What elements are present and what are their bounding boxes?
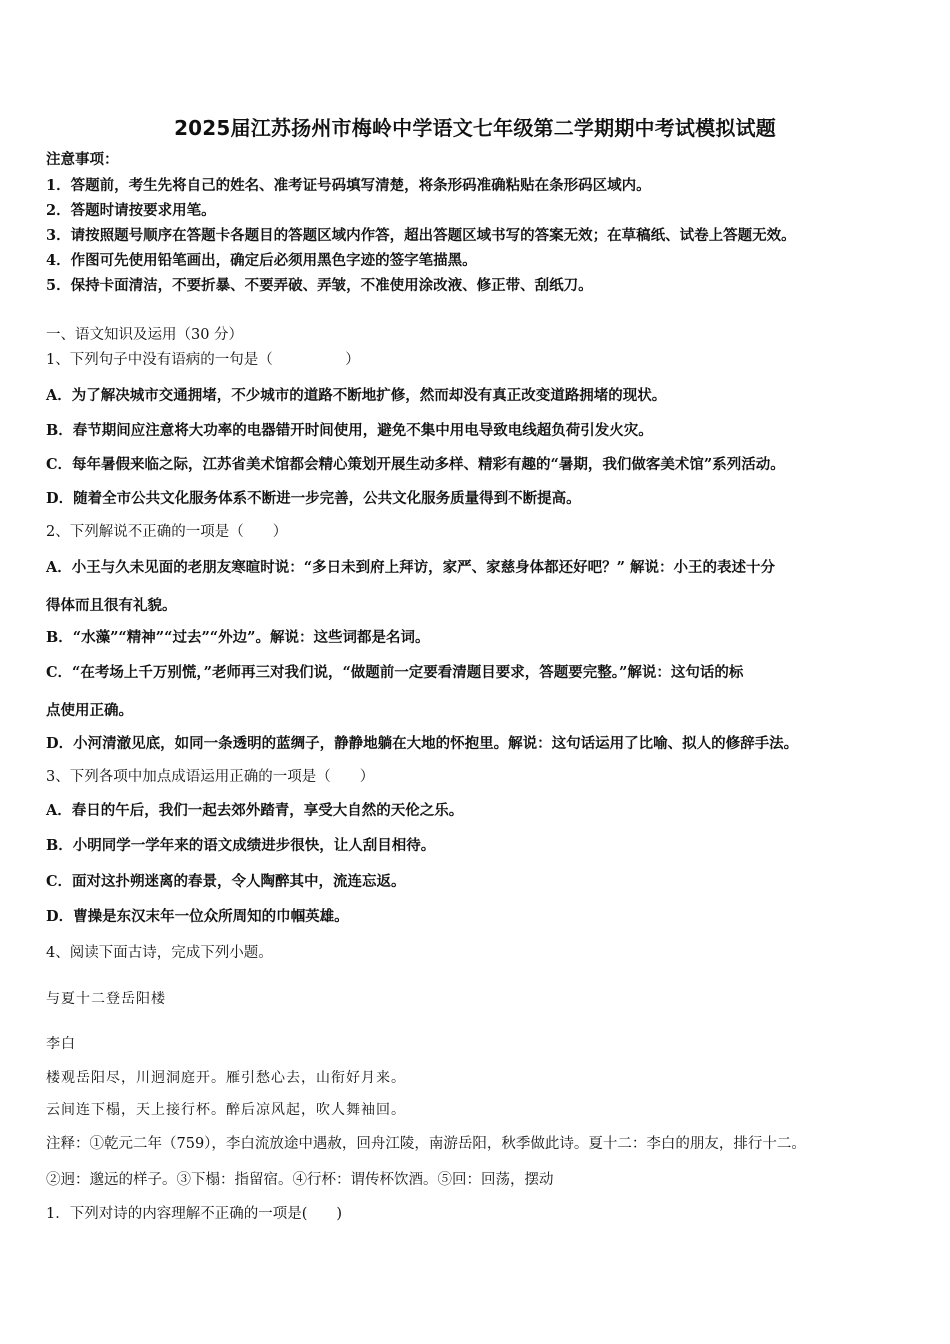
q3-option-b: B．小明同学一学年来的语文成绩进步很快，让人刮目相待。	[46, 837, 436, 854]
notice-item-4: 4．作图可先使用铅笔画出，确定后必须用黑色字迹的签字笔描黑。	[46, 252, 477, 269]
poem-title: 与夏十二登岳阳楼	[46, 991, 166, 1007]
q2-option-b: B．“水藻”“精神”“过去”“外边”。解说：这些词都是名词。	[46, 629, 430, 646]
notice-item-3: 3．请按照题号顺序在答题卡各题目的答题区域内作答，超出答题区域书写的答案无效；在草稿纸、试卷上答题无效。	[46, 227, 796, 244]
q3-stem: 3、下列各项中加点成语运用正确的一项是（ ）	[46, 769, 375, 785]
notice-item-2: 2．答题时请按要求用笔。	[46, 202, 216, 219]
q1-option-b: B．春节期间应注意将大功率的电器错开时间使用，避免不集中用电导致电线超负荷引发火灾。	[46, 422, 653, 439]
q2-option-c-line1: C．“在考场上千万别慌，”老师再三对我们说，“做题前一定要看清题目要求，答题要完整。”解说：这句话的标	[46, 664, 744, 681]
poem-line-1: 楼观岳阳尽，川迥洞庭开。雁引愁心去，山衔好月来。	[46, 1070, 406, 1086]
section-heading: 一、语文知识及运用（30 分）	[46, 327, 244, 343]
q3-option-a: A．春日的午后，我们一起去郊外踏青，享受大自然的天伦之乐。	[46, 802, 464, 819]
q4-stem: 4、阅读下面古诗，完成下列小题。	[46, 945, 273, 961]
q1-option-a: A．为了解决城市交通拥堵，不少城市的道路不断地扩修，然而却没有真正改变道路拥堵的现状。	[46, 387, 667, 404]
poem-author: 李白	[46, 1036, 76, 1052]
q2-option-a-line1: A．小王与久未见面的老朋友寒暄时说：“多日未到府上拜访，家严、家慈身体都还好吧？” 解说：小王的表述十分	[46, 559, 775, 576]
q1-stem: 1、下列句子中没有语病的一句是（ ）	[46, 352, 360, 368]
q2-option-c-line2: 点使用正确。	[46, 702, 133, 719]
q1-option-d: D．随着全市公共文化服务体系不断进一步完善，公共文化服务质量得到不断提高。	[46, 490, 581, 507]
q2-option-a-line2: 得体而且很有礼貌。	[46, 597, 177, 614]
q1-option-c: C．每年暑假来临之际，江苏省美术馆都会精心策划开展生动多样、精彩有趣的“暑期，我们做客美术馆”系列活动。	[46, 456, 785, 473]
poem-note-2: ②迥：邈远的样子。③下榻：指留宿。④行杯：谓传杯饮酒。⑤回：回荡，摆动	[46, 1172, 554, 1188]
q2-stem: 2、下列解说不正确的一项是（ ）	[46, 524, 288, 540]
q2-option-d: D．小河清澈见底，如同一条透明的蓝绸子，静静地躺在大地的怀抱里。解说：这句话运用了比喻、拟人的修辞手法。	[46, 735, 799, 752]
notice-item-5: 5．保持卡面清洁，不要折暴、不要弄破、弄皱，不准使用涂改液、修正带、刮纸刀。	[46, 277, 593, 294]
page-title: 2025届江苏扬州市梅岭中学语文七年级第二学期期中考试模拟试题	[174, 116, 776, 140]
notice-item-1: 1．答题前，考生先将自己的姓名、准考证号码填写清楚，将条形码准确粘贴在条形码区域内。	[46, 177, 651, 194]
q3-option-c: C．面对这扑朔迷离的春景，令人陶醉其中，流连忘返。	[46, 873, 406, 890]
poem-line-2: 云间连下榻，天上接行杯。醉后凉风起，吹人舞袖回。	[46, 1102, 406, 1118]
q3-option-d: D．曹操是东汉末年一位众所周知的巾帼英雄。	[46, 908, 349, 925]
notice-heading: 注意事项：	[46, 151, 119, 168]
q4-sub-1: 1．下列对诗的内容理解不正确的一项是( )	[46, 1206, 343, 1222]
poem-note-1: 注释：①乾元二年（759），李白流放途中遇赦，回舟江陵，南游岳阳，秋季做此诗。夏十二：李白的朋友，排行十二。	[46, 1136, 806, 1152]
